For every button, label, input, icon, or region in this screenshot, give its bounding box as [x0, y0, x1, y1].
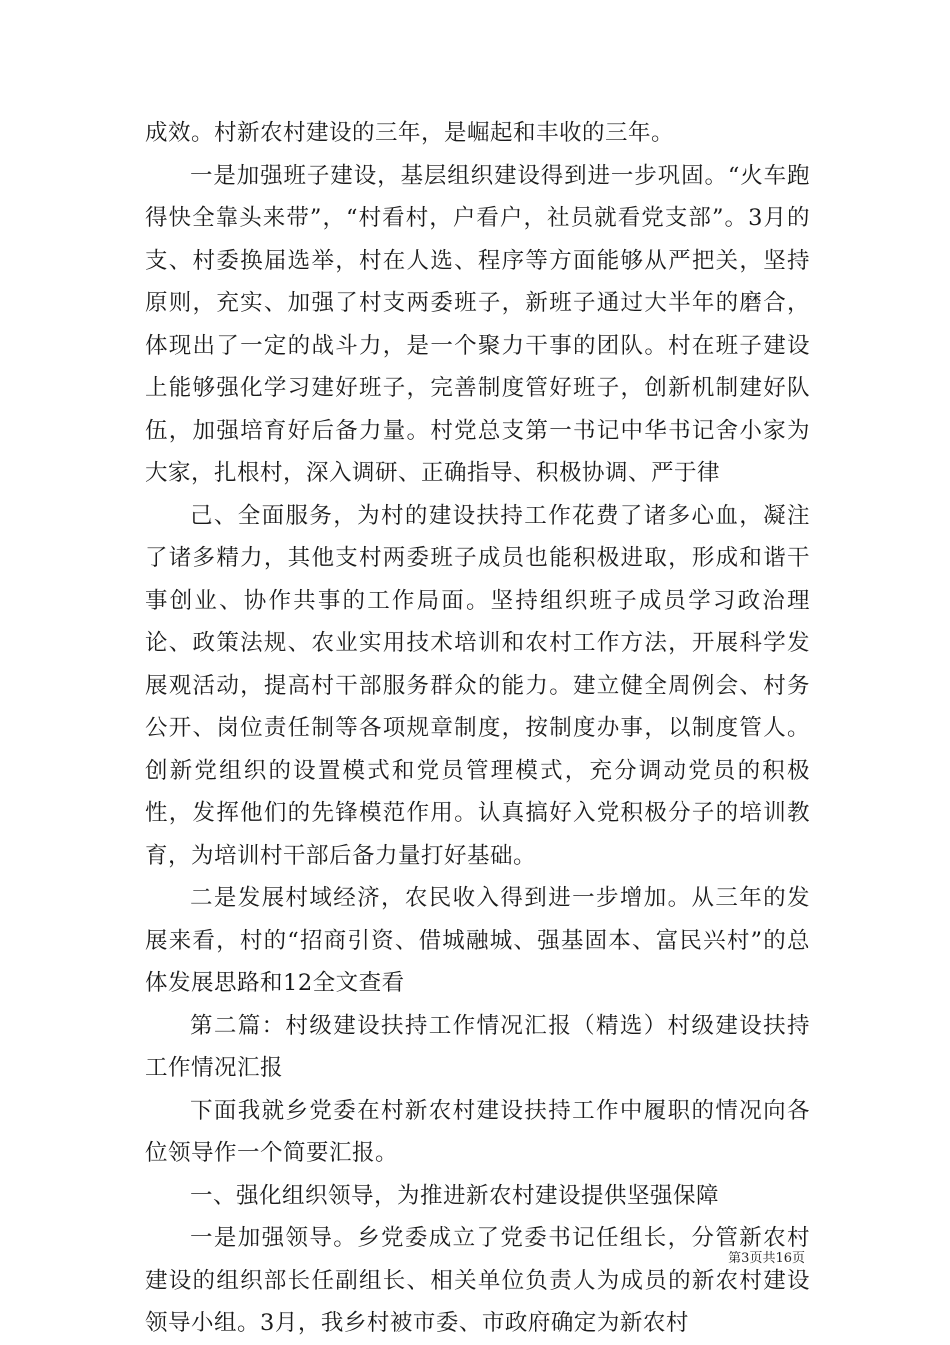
- document-body: [145, 112, 810, 1345]
- paragraph-team-building: 一是加强班子建设，基层组织建设得到进一步巩固。“火车跑得快全靠头来带”，“村看村，户看户，社员就看党支部”。3月的支、村委换届选举，村在人选、程序等方面能够从严把关，坚持原则，充实、加强了村支两委班子，新班子通过大半年的磨合，体现出了一定的战斗力，是一个聚力干事的团队。村在班子建设上能够强化学习建好班子，完善制度管好班子，创新机制建好队伍，加强培育好后备力量。村党总支第一书记中华书记舍小家为大家，扎根村，深入调研、正确指导、积极协调、严于律: [145, 162, 810, 486]
- paragraph-continuation: 成效。村新农村建设的三年，是崛起和丰收的三年。: [145, 120, 675, 146]
- paragraph-section-heading: 一、强化组织领导，为推进新农村建设提供坚强保障: [190, 1182, 720, 1209]
- paragraph-intro: 下面我就乡党委在村新农村建设扶持工作中履职的情况向各位领导作一个简要汇报。: [145, 1097, 810, 1166]
- paragraph-economy: 二是发展村域经济，农民收入得到进一步增加。从三年的发展来看，村的“招商引资、借城融城、强基固本、富民兴村”的总体发展思路和12全文查看: [145, 885, 810, 996]
- paragraph-full-service: 己、全面服务，为村的建设扶持工作花费了诸多心血，凝注了诸多精力，其他支村两委班子成员也能积极进取，形成和谐干事创业、协作共事的工作局面。坚持组织班子成员学习政治理论、政策法规、农业实用技术培训和农村工作方法，开展科学发展观活动，提高村干部服务群众的能力。建立健全周例会、村务公开、岗位责任制等各项规章制度，按制度办事，以制度管人。创新党组织的设置模式和党员管理模式，充分调动党员的积极性，发挥他们的先锋模范作用。认真搞好入党积极分子的培训教育，为培训村干部后备力量打好基础。: [145, 502, 810, 869]
- paragraph-second-title: 第二篇：村级建设扶持工作情况汇报（精选）村级建设扶持工作情况汇报: [145, 1012, 810, 1081]
- paragraph-leadership: 一是加强领导。乡党委成立了党委书记任组长，分管新农村建设的组织部长任副组长、相关单位负责人为成员的新农村建设领导小组。3月，我乡村被市委、市政府确定为新农村: [145, 1225, 810, 1336]
- page-number-footer: 第3页共16页: [728, 1251, 805, 1266]
